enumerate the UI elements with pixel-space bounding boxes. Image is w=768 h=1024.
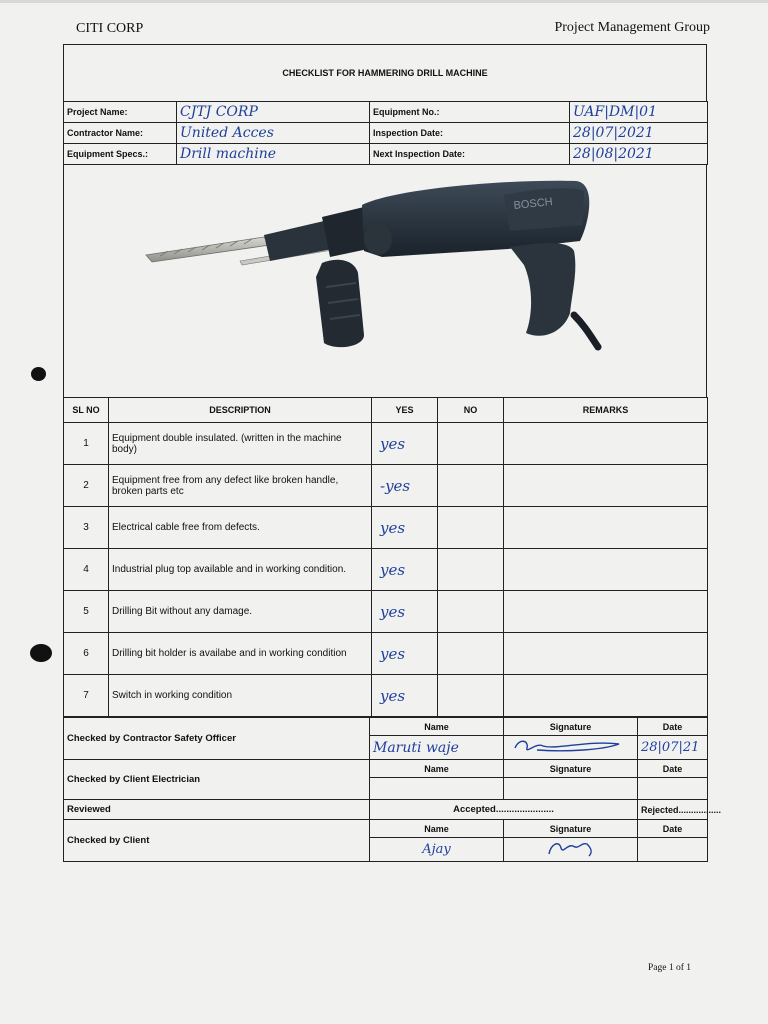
- date-header: Date: [638, 820, 708, 838]
- row-number: 3: [64, 507, 109, 549]
- info-table: [63, 101, 708, 165]
- sl-no-header: SL NO: [64, 398, 109, 423]
- project-name-label: Project Name:: [64, 102, 177, 123]
- date-header: Date: [638, 718, 708, 736]
- table-row: [64, 465, 708, 507]
- row-yes-mark: yes: [372, 633, 438, 675]
- no-header: NO: [438, 398, 504, 423]
- equipment-no-value: UAF|DM|01: [570, 102, 708, 123]
- signature-header: Signature: [504, 760, 638, 778]
- date-header: Date: [638, 760, 708, 778]
- client-signature: [504, 838, 638, 862]
- equipment-specs-label: Equipment Specs.:: [64, 144, 177, 165]
- row-yes-mark: yes: [372, 507, 438, 549]
- accepted-label: Accepted......................: [370, 800, 638, 820]
- next-inspection-label: Next Inspection Date:: [370, 144, 570, 165]
- row-remarks-cell: [504, 549, 708, 591]
- table-row: [64, 549, 708, 591]
- company-header: CITI CORP: [76, 21, 144, 36]
- table-row: [64, 423, 708, 465]
- drill-brand-label: BOSCH: [513, 195, 554, 212]
- row-no-cell: [438, 591, 504, 633]
- client-label: Checked by Client: [64, 820, 370, 862]
- row-description: Equipment free from any defect like broken handle, broken parts etc: [109, 465, 372, 507]
- row-remarks-cell: [504, 591, 708, 633]
- contractor-name-value: United Acces: [177, 123, 370, 144]
- client-name-value: Ajay: [370, 838, 504, 862]
- project-name-value: CJTJ CORP: [177, 102, 370, 123]
- row-no-cell: [438, 633, 504, 675]
- name-header: Name: [370, 760, 504, 778]
- hammer-drill-image: [64, 165, 705, 397]
- form-title: CHECKLIST FOR HAMMERING DRILL MACHINE: [63, 44, 707, 101]
- electrician-signature-cell: [504, 778, 638, 800]
- row-no-cell: [438, 675, 504, 717]
- row-number: 1: [64, 423, 109, 465]
- row-no-cell: [438, 507, 504, 549]
- checklist-table: [63, 397, 708, 717]
- contractor-name-label: Contractor Name:: [64, 123, 177, 144]
- signature-header: Signature: [504, 718, 638, 736]
- row-remarks-cell: [504, 633, 708, 675]
- row-number: 2: [64, 465, 109, 507]
- equipment-specs-value: Drill machine: [177, 144, 370, 165]
- table-row: [64, 507, 708, 549]
- row-no-cell: [438, 423, 504, 465]
- officer-signature-mark: [507, 736, 627, 756]
- drill-photo: [63, 165, 707, 397]
- row-number: 7: [64, 675, 109, 717]
- description-header: DESCRIPTION: [109, 398, 372, 423]
- row-no-cell: [438, 549, 504, 591]
- table-row: [64, 633, 708, 675]
- row-yes-mark: yes: [372, 549, 438, 591]
- page-number: Page 1 of 1: [648, 963, 692, 973]
- row-number: 6: [64, 633, 109, 675]
- row-yes-mark: yes: [372, 675, 438, 717]
- row-description: Drilling bit holder is availabe and in working condition: [109, 633, 372, 675]
- rejected-label: Rejected.................: [638, 800, 708, 820]
- row-description: Industrial plug top available and in working condition.: [109, 549, 372, 591]
- row-remarks-cell: [504, 423, 708, 465]
- row-yes-mark: yes: [372, 423, 438, 465]
- reviewed-label: Reviewed: [64, 800, 370, 820]
- group-header: Project Management Group: [554, 20, 710, 35]
- signoff-table: [63, 717, 722, 862]
- punch-hole-mark: [30, 644, 52, 662]
- officer-name-value: Maruti waje: [370, 736, 504, 760]
- row-description: Switch in working condition: [109, 675, 372, 717]
- row-number: 4: [64, 549, 109, 591]
- yes-header: YES: [372, 398, 438, 423]
- contractor-officer-label: Checked by Contractor Safety Officer: [64, 718, 370, 760]
- electrician-date-cell: [638, 778, 708, 800]
- row-no-cell: [438, 465, 504, 507]
- row-remarks-cell: [504, 507, 708, 549]
- row-yes-mark: -yes: [372, 465, 438, 507]
- row-remarks-cell: [504, 675, 708, 717]
- page-edge: [0, 0, 768, 3]
- name-header: Name: [370, 820, 504, 838]
- name-header: Name: [370, 718, 504, 736]
- row-description: Drilling Bit without any damage.: [109, 591, 372, 633]
- remarks-header: REMARKS: [504, 398, 708, 423]
- client-date-cell: [638, 838, 708, 862]
- inspection-date-value: 28|07|2021: [570, 123, 708, 144]
- officer-date-value: 28|07|21: [638, 736, 708, 760]
- row-description: Equipment double insulated. (written in the machine body): [109, 423, 372, 465]
- electrician-name-cell: [370, 778, 504, 800]
- row-number: 5: [64, 591, 109, 633]
- checklist-form: [63, 44, 722, 862]
- inspection-date-label: Inspection Date:: [370, 123, 570, 144]
- row-remarks-cell: [504, 465, 708, 507]
- signature-header: Signature: [504, 820, 638, 838]
- table-row: [64, 675, 708, 717]
- officer-signature: [504, 736, 638, 760]
- next-inspection-value: 28|08|2021: [570, 144, 708, 165]
- table-row: [64, 591, 708, 633]
- equipment-no-label: Equipment No.:: [370, 102, 570, 123]
- row-yes-mark: yes: [372, 591, 438, 633]
- client-signature-mark: [507, 838, 627, 858]
- row-description: Electrical cable free from defects.: [109, 507, 372, 549]
- punch-hole-mark: [31, 367, 46, 381]
- client-electrician-label: Checked by Client Electrician: [64, 760, 370, 800]
